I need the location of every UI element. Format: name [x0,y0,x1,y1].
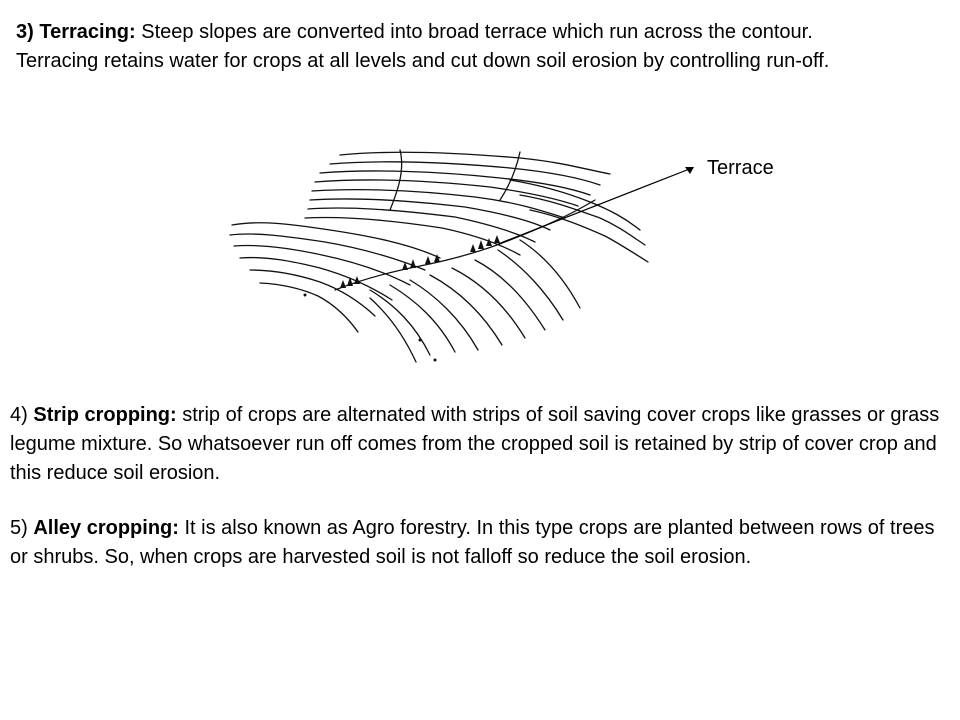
strip-cropping-paragraph [10,401,950,488]
strip-cropping-number: 4) [10,404,28,426]
terrace-illustration [220,140,700,370]
terracing-paragraph [16,18,896,76]
alley-cropping-paragraph [10,514,950,572]
terracing-text: Steep slopes are converted into broad terrace which run across the contour. Terracing retains water for crops at all levels and cut down soil erosion by controlling run-off. [16,21,830,72]
terracing-heading: 3) Terracing: [16,21,136,43]
alley-cropping-heading: Alley cropping: [33,517,179,539]
alley-cropping-number: 5) [10,517,28,539]
strip-cropping-text: strip of crops are alternated with strips of soil saving cover crops like grasses or grass legume mixture. So whatsoever run off comes from the cropped soil is retained by strip of cover crop and this reduce soil erosion. [10,404,940,484]
terrace-label: Terrace [707,157,774,179]
alley-cropping-text: It is also known as Agro forestry. In this type crops are planted between rows of trees or shrubs. So, when crops are harvested soil is not falloff so reduce the soil erosion. [10,517,935,568]
strip-cropping-heading: Strip cropping: [33,404,177,426]
terracing-number: 3) [16,21,34,43]
